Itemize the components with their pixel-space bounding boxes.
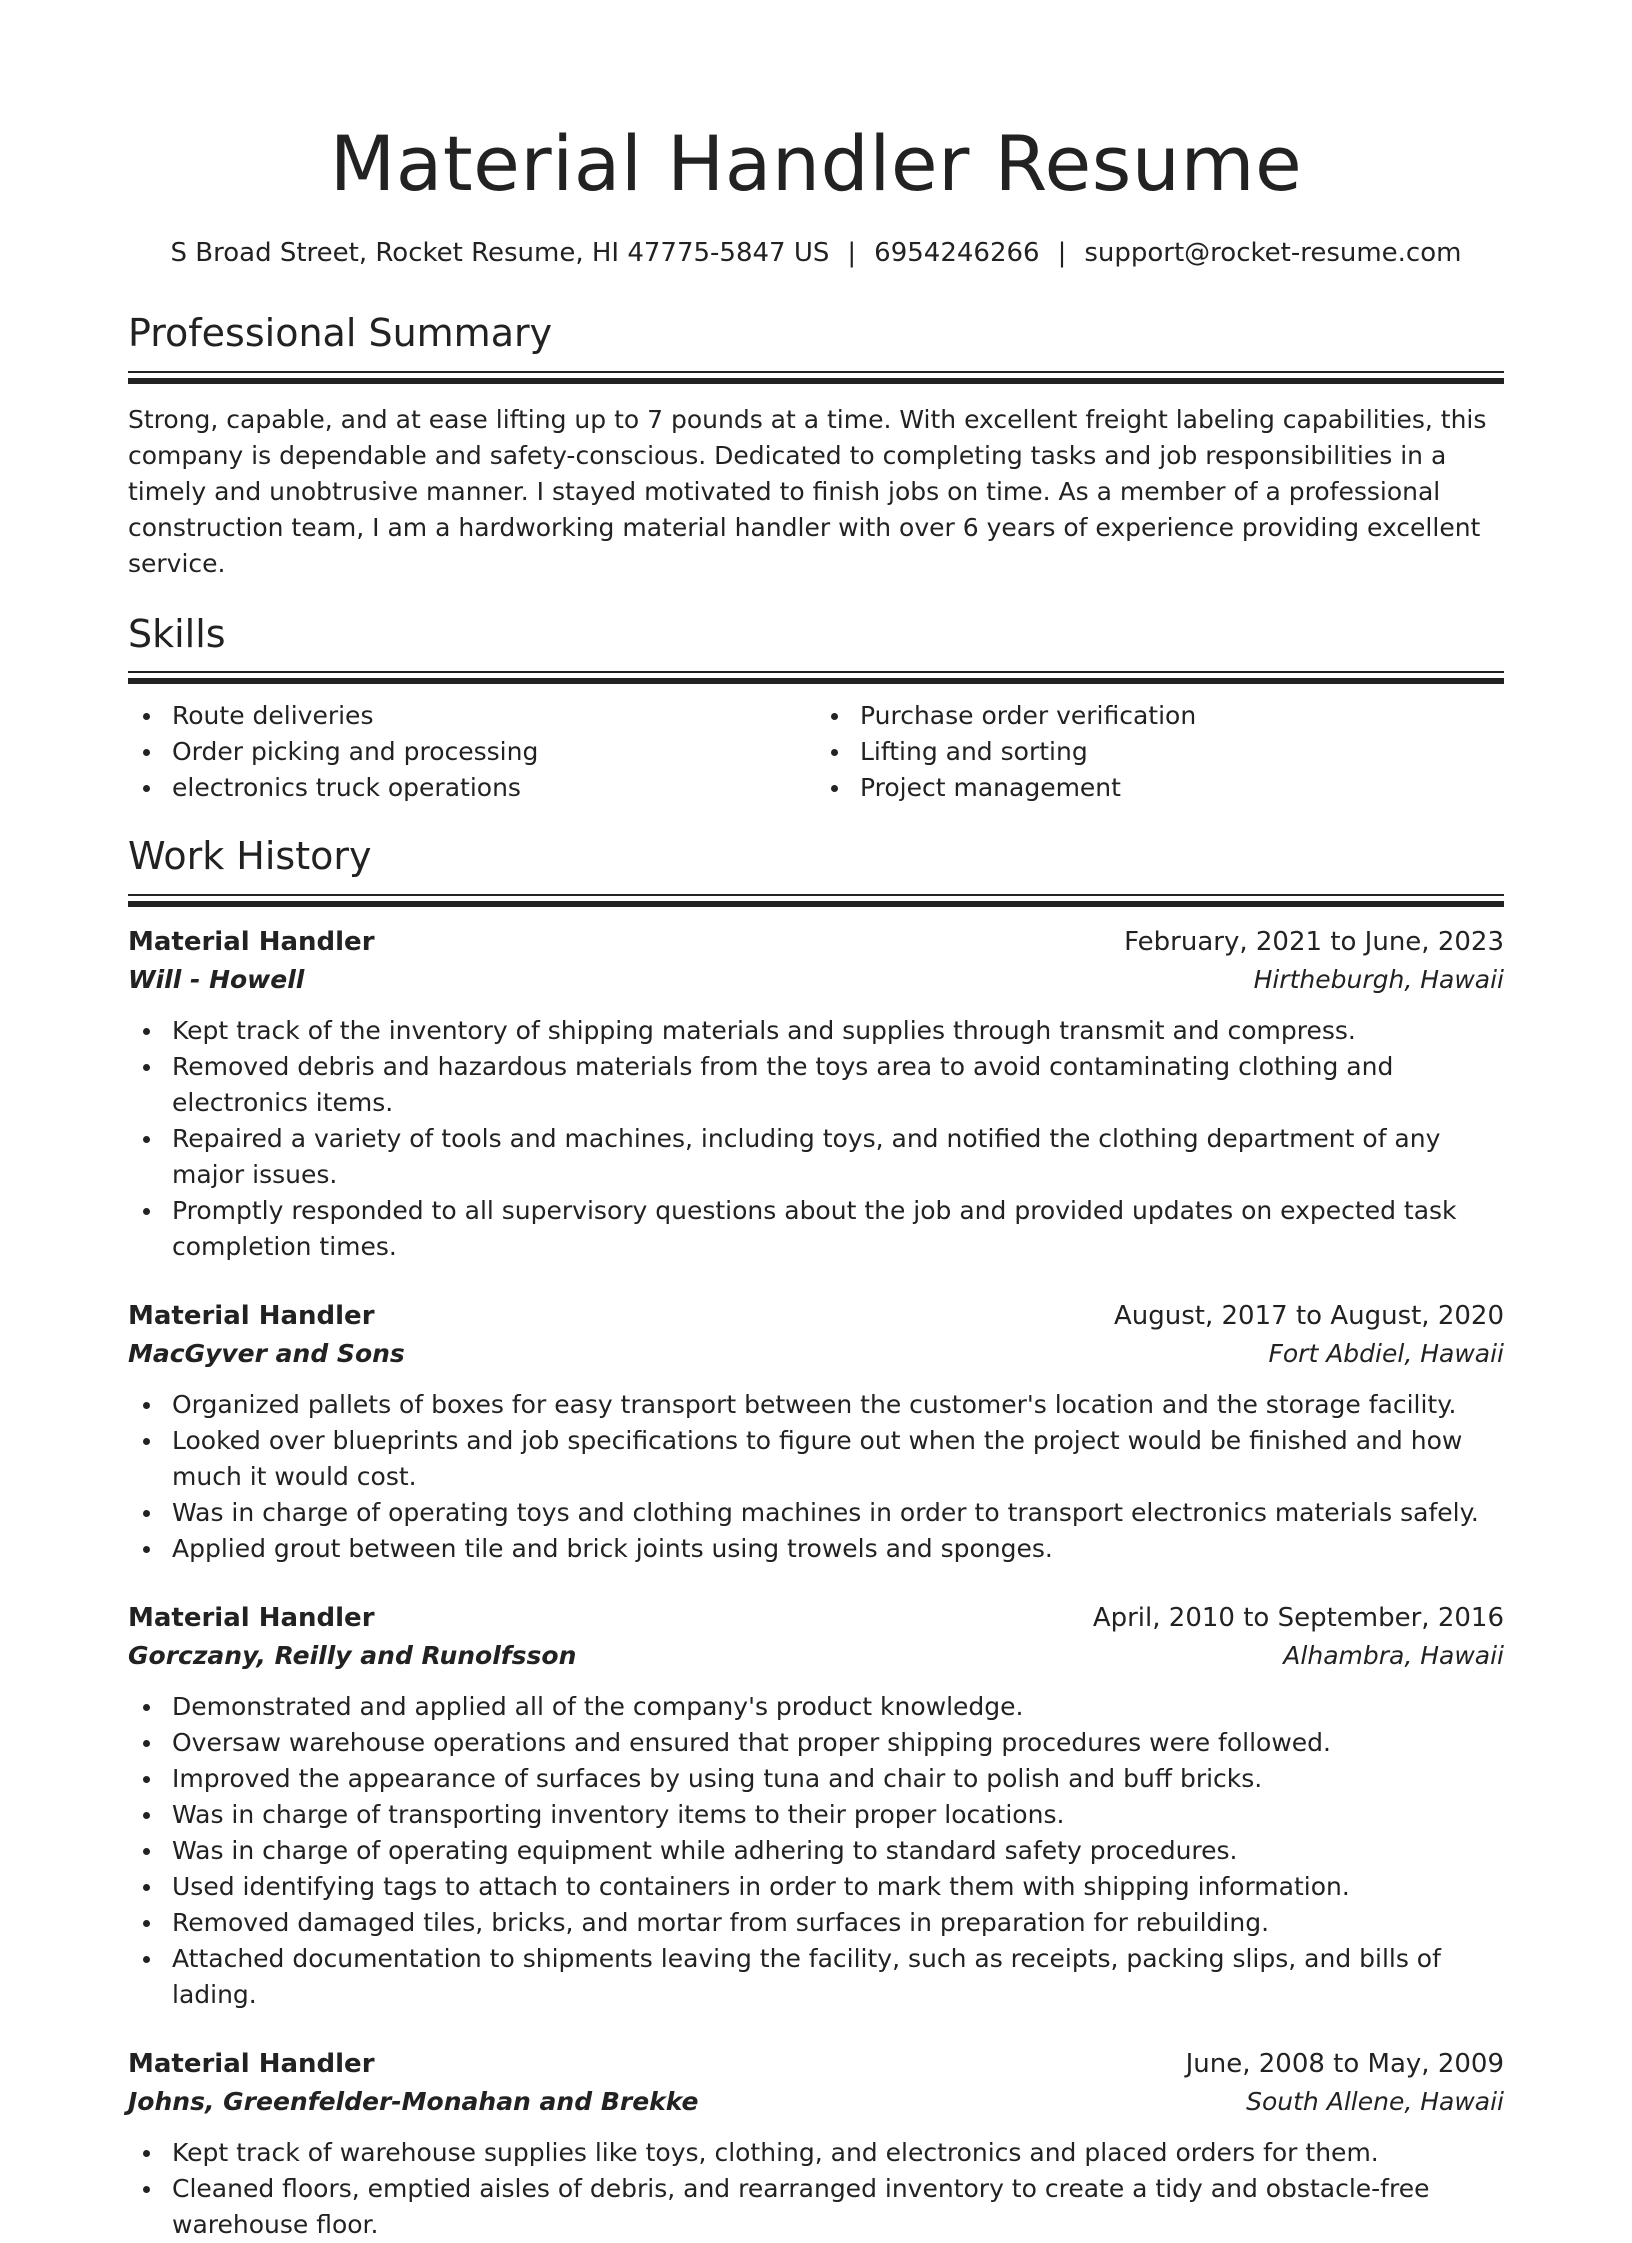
- work-section: [128, 834, 1504, 2243]
- job-title: Material Handler: [128, 926, 375, 957]
- job-duty: Demonstrated and applied all of the company's product knowledge.: [128, 1689, 1504, 1725]
- contact-phone: 6954246266: [874, 238, 1040, 269]
- resume-title: Material Handler Resume: [329, 119, 1303, 208]
- skills-column-right: [816, 698, 1504, 806]
- skills-heading: Skills: [128, 611, 226, 656]
- job-header-row: [128, 2045, 1504, 2083]
- job-location: Alhambra, Hawaii: [1283, 1640, 1504, 1670]
- job-duty: Used identifying tags to attach to containers in order to mark them with shipping information.: [128, 1869, 1504, 1905]
- job-dates: April, 2010 to September, 2016: [1092, 1602, 1504, 1633]
- job-duty: Removed debris and hazardous materials from the toys area to avoid contaminating clothing and electronics items.: [128, 1049, 1504, 1121]
- contact-line: [128, 237, 1504, 271]
- job-duty: Cleaned floors, emptied aisles of debris, and rearranged inventory to create a tidy and obstacle-free warehouse floor.: [128, 2171, 1504, 2243]
- skill-item: Order picking and processing: [128, 734, 816, 770]
- job-duty: Oversaw warehouse operations and ensured that proper shipping procedures were followed.: [128, 1725, 1504, 1761]
- skill-item: electronics truck operations: [128, 770, 816, 806]
- skill-item: Purchase order verification: [816, 698, 1504, 734]
- job-location: Fort Abdiel, Hawaii: [1268, 1338, 1504, 1368]
- job-header-row: [128, 1599, 1504, 1637]
- contact-address: S Broad Street, Rocket Resume, HI 47775-5847 US: [170, 238, 830, 269]
- job-duty: Organized pallets of boxes for easy transport between the customer's location and the storage facility.: [128, 1387, 1504, 1423]
- job-duty: Was in charge of transporting inventory items to their proper locations.: [128, 1797, 1504, 1833]
- contact-separator: |: [1057, 238, 1067, 269]
- job-duty: Promptly responded to all supervisory questions about the job and provided updates on expected task completion times.: [128, 1193, 1504, 1265]
- section-divider: [128, 894, 1504, 907]
- work-heading: Work History: [128, 834, 372, 879]
- job-header-row: [128, 1297, 1504, 1335]
- skill-item: Route deliveries: [128, 698, 816, 734]
- job-location: Hirtheburgh, Hawaii: [1253, 964, 1504, 994]
- skills-list-left: [128, 698, 816, 806]
- job-title: Material Handler: [128, 1602, 375, 1633]
- skills-grid: [128, 698, 1504, 806]
- summary-heading: Professional Summary: [128, 310, 553, 355]
- skills-column-left: [128, 698, 816, 806]
- job-location: South Allene, Hawaii: [1246, 2086, 1504, 2116]
- job-dates: February, 2021 to June, 2023: [1124, 926, 1504, 957]
- job-duty: Removed damaged tiles, bricks, and mortar from surfaces in preparation for rebuilding.: [128, 1905, 1504, 1941]
- job-dates: August, 2017 to August, 2020: [1114, 1300, 1504, 1331]
- job-entry: [128, 1297, 1504, 1567]
- job-company: Will - Howell: [128, 964, 305, 994]
- job-title: Material Handler: [128, 1300, 375, 1331]
- job-duty: Improved the appearance of surfaces by using tuna and chair to polish and buff bricks.: [128, 1761, 1504, 1797]
- job-title: Material Handler: [128, 2048, 375, 2079]
- job-company-row: [128, 1335, 1504, 1373]
- job-entry: [128, 1599, 1504, 2013]
- section-divider: [128, 671, 1504, 684]
- job-company-row: [128, 961, 1504, 999]
- job-duties: [128, 1689, 1504, 2013]
- contact-email: support@rocket-resume.com: [1084, 238, 1462, 269]
- job-duties: [128, 1387, 1504, 1567]
- job-duty: Kept track of warehouse supplies like toys, clothing, and electronics and placed orders for them.: [128, 2135, 1504, 2171]
- contact-separator: |: [847, 238, 857, 269]
- job-duty: Applied grout between tile and brick joints using trowels and sponges.: [128, 1531, 1504, 1567]
- job-duty: Kept track of the inventory of shipping materials and supplies through transmit and compress.: [128, 1013, 1504, 1049]
- job-duty: Looked over blueprints and job specifications to figure out when the project would be finished and how much it would cost.: [128, 1423, 1504, 1495]
- job-company: MacGyver and Sons: [128, 1338, 405, 1368]
- job-duty: Was in charge of operating equipment while adhering to standard safety procedures.: [128, 1833, 1504, 1869]
- job-entry: [128, 2045, 1504, 2243]
- job-entry: [128, 923, 1504, 1265]
- summary-text: Strong, capable, and at ease lifting up to 7 pounds at a time. With excellent freight labeling capabilities, this company is dependable and safety-conscious. Dedicated to completing tasks and job responsibilities in a timely and unobtrusive manner. I stayed motivated to finish jobs on time. As a member of a professional construction team, I am a hardworking material handler with over 6 years of experience providing excellent service.: [128, 404, 1487, 578]
- job-header-row: [128, 923, 1504, 961]
- job-duties: [128, 2135, 1504, 2243]
- job-duty: Repaired a variety of tools and machines, including toys, and notified the clothing department of any major issues.: [128, 1121, 1504, 1193]
- section-divider: [128, 371, 1504, 384]
- job-duty: Attached documentation to shipments leaving the facility, such as receipts, packing slips, and bills of lading.: [128, 1941, 1504, 2013]
- job-duties: [128, 1013, 1504, 1265]
- skills-list-right: [816, 698, 1504, 806]
- job-dates: June, 2008 to May, 2009: [1185, 2048, 1504, 2079]
- job-company: Gorczany, Reilly and Runolfsson: [128, 1640, 577, 1670]
- summary-section: [128, 311, 1504, 582]
- job-company-row: [128, 2083, 1504, 2121]
- job-company: Johns, Greenfelder-Monahan and Brekke: [128, 2086, 699, 2116]
- skill-item: Project management: [816, 770, 1504, 806]
- skills-section: [128, 612, 1504, 807]
- skill-item: Lifting and sorting: [816, 734, 1504, 770]
- job-company-row: [128, 1637, 1504, 1675]
- job-duty: Was in charge of operating toys and clothing machines in order to transport electronics materials safely.: [128, 1495, 1504, 1531]
